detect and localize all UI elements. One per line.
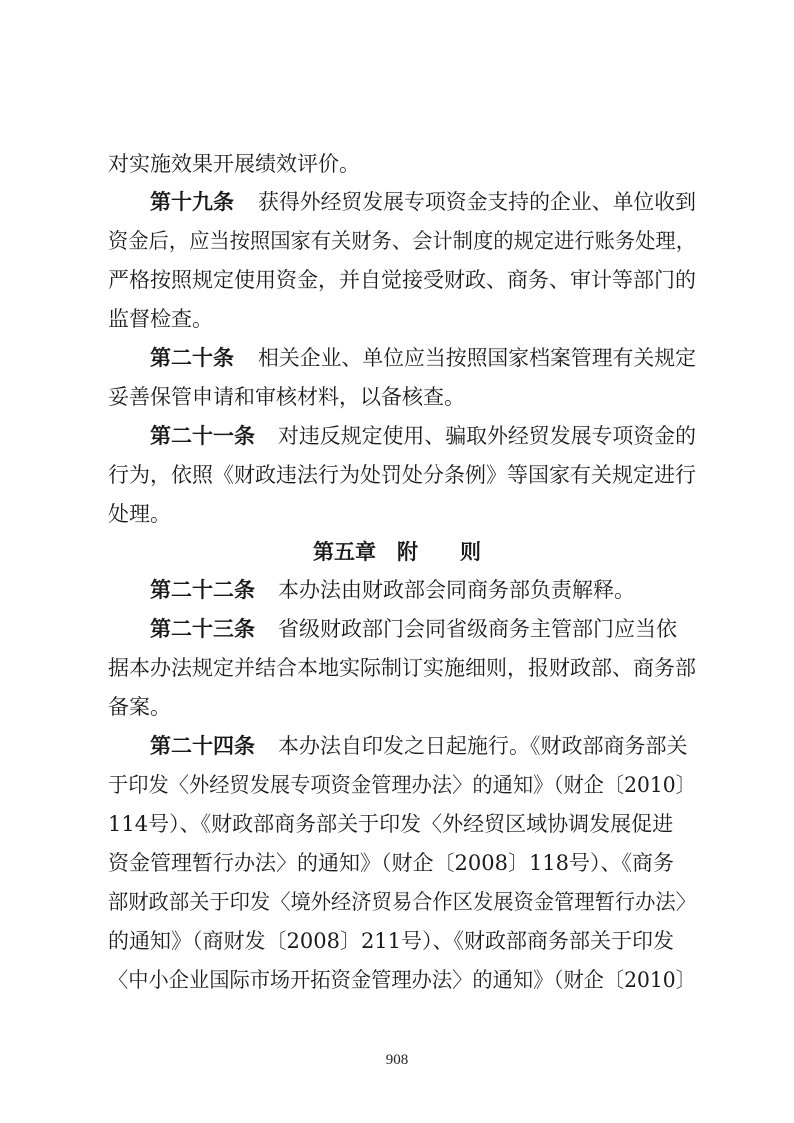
article-number: 第二十一条 [150,424,255,448]
article-24 [0,731,794,761]
line-text: 处理。 [108,502,171,526]
text-line [0,848,794,878]
line-text: 本办法由财政部会同商务部负责解释。 [278,578,635,602]
line-text: 对实施效果开展绩效评价。 [108,152,360,176]
article-22 [0,575,794,605]
article-number: 第十九条 [150,190,234,214]
line-text: 本办法自印发之日起施行。《财政部商务部关 [278,734,688,758]
chapter-title: 第五章 附 则 [313,540,481,564]
line-text: 监督检查。 [108,307,213,331]
text-line [0,809,794,839]
article-19 [0,187,794,217]
article-20 [0,343,794,373]
text-line [0,304,794,334]
text-line [0,460,794,490]
article-number: 第二十条 [150,346,234,370]
text-line [0,499,794,529]
line-text: 114号）、《财政部商务部关于印发〈外经贸区域协调发展促进 [108,812,674,836]
line-text: 于印发〈外经贸发展专项资金管理办法〉的通知》（财企〔2010〕 [108,773,696,797]
line-text: 的通知》（商财发〔2008〕211号）、《财政部商务部关于印发 [108,929,675,953]
text-line [0,926,794,956]
text-line [0,770,794,800]
article-number: 第二十三条 [150,617,255,641]
line-text: 获得外经贸发展专项资金支持的企业、单位收到 [258,190,697,214]
line-text: 资金管理暂行办法〉的通知》（财企〔2008〕118号）、《商务 [108,851,675,875]
text-line [0,692,794,722]
text-line [0,965,794,995]
line-text: 对违反规定使用、骗取外经贸发展专项资金的 [278,424,696,448]
text-line [0,226,794,256]
chapter-heading [0,537,794,567]
line-text: 妥善保管申请和审核材料，以备核查。 [108,385,465,409]
line-text: 省级财政部门会同省级商务主管部门应当依 [278,617,677,641]
line-text: 相关企业、单位应当按照国家档案管理有关规定 [258,346,697,370]
text-line [0,265,794,295]
page-number: 908 [385,1052,409,1068]
line-text: 〈中小企业国际市场开拓资金管理办法〉的通知》（财企〔2010〕 [108,968,696,992]
text-line [0,887,794,917]
line-text: 备案。 [108,695,171,719]
line-text: 据本办法规定并结合本地实际制订实施细则，报财政部、商务部 [108,656,696,680]
line-text: 行为，依照《财政违法行为处罚处分条例》等国家有关规定进行 [108,463,696,487]
article-number: 第二十二条 [150,578,255,602]
text-line [0,653,794,683]
article-number: 第二十四条 [150,734,255,758]
article-21 [0,421,794,451]
line-text: 部财政部关于印发〈境外经济贸易合作区发展资金管理暂行办法〉 [108,890,696,914]
text-line [0,149,794,179]
text-line [0,382,794,412]
line-text: 资金后，应当按照国家有关财务、会计制度的规定进行账务处理， [108,229,696,253]
article-23 [0,614,794,644]
line-text: 严格按照规定使用资金，并自觉接受财政、商务、审计等部门的 [108,268,696,292]
